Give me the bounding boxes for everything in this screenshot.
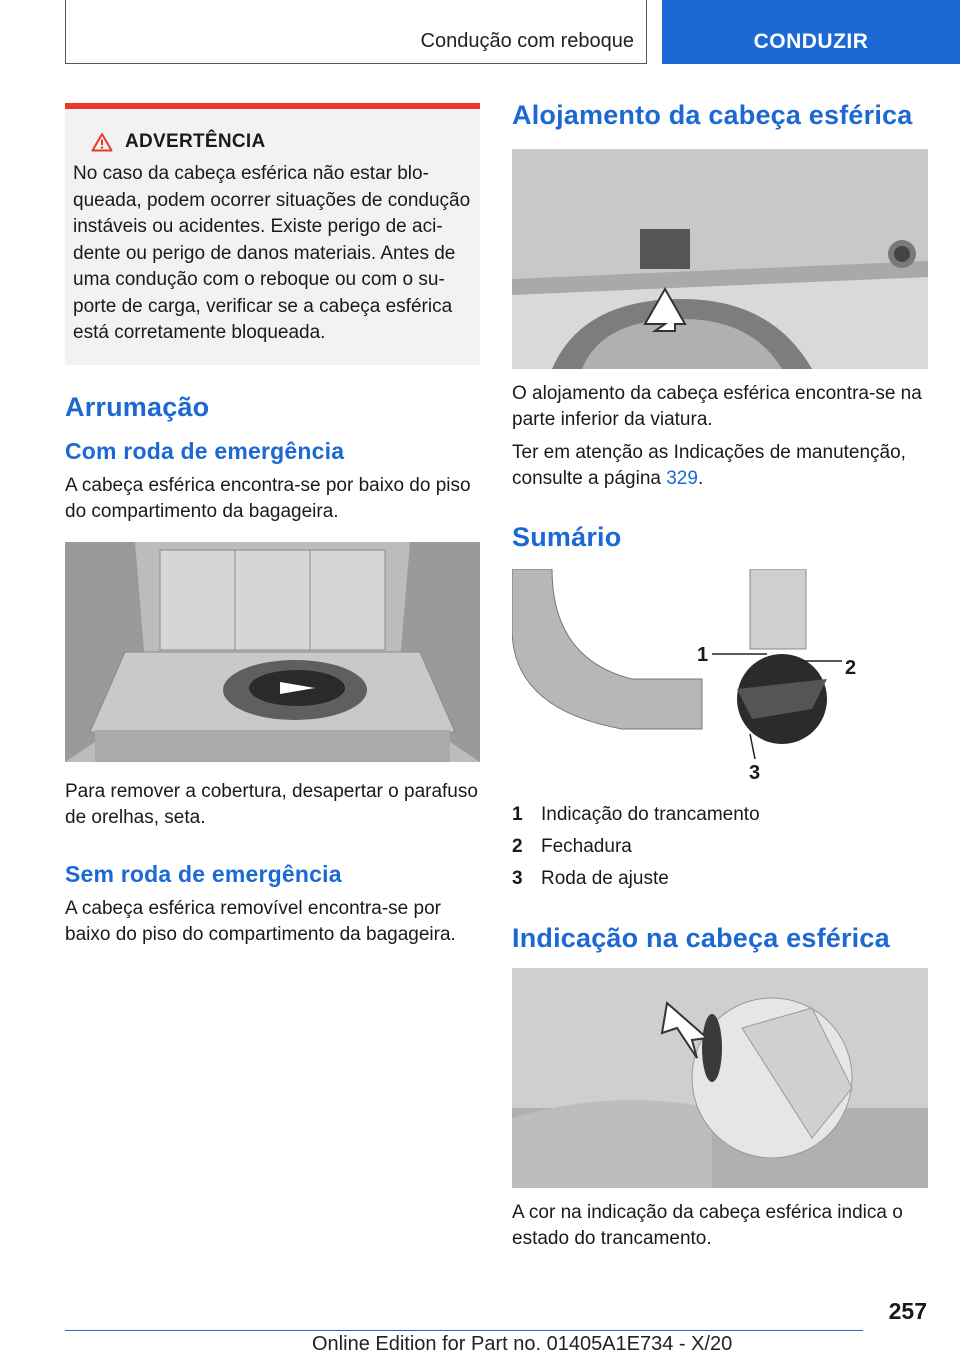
text-without-spare-wheel: A cabeça esférica removível encontra-se por baixo do piso do compartimento da bagageira. [65,897,456,945]
heading-overview: Sumário [512,522,622,552]
text-maintenance-notes [512,440,928,492]
page-number: 257 [888,1298,927,1324]
ball-head-overview-image [512,569,928,789]
legend-number: 3 [512,868,523,889]
header-chapter-tab[interactable]: CONDUZIR [662,0,960,64]
page-link-329[interactable]: 329 [666,468,698,489]
text-maintenance-prefix: Ter em atenção as Indicações de manutenção, consulte a página [512,442,906,489]
warning-header [91,131,472,153]
warning-triangle-icon [91,132,113,152]
footer-divider [65,1330,863,1331]
heading-ball-head-indicator: Indicação na cabeça esférica [512,923,890,953]
overview-legend [512,799,928,895]
legend-item [512,831,928,863]
text-maintenance-suffix: . [697,468,704,489]
trunk-floor-image [65,542,480,762]
legend-item [512,863,928,895]
legend-number: 1 [512,804,523,825]
text-remove-cover: Para remover a cobertura, desapertar o parafuso de orelhas, seta. [65,780,478,828]
left-column [65,103,480,948]
ball-head-housing-image [512,149,928,369]
legend-text: Roda de ajuste [541,868,669,889]
text-with-spare-wheel: A cabeça esférica encontra-se por baixo do piso do compartimento da bagageira. [65,474,471,522]
callout-1: 1 [697,644,709,666]
edition-footer: Online Edition for Part no. 01405A1E734 - X/20 [312,1333,733,1355]
heading-ball-head-housing: Alojamento da cabeça esférica [512,100,913,130]
warning-title: ADVERTÊNCIA [125,131,266,152]
ball-head-indicator-image [512,968,928,1188]
heading-with-spare-wheel: Com roda de emergência [65,437,345,464]
legend-text: Indicação do trancamento [541,804,760,825]
text-indicator-meaning: A cor na indicação da cabeça esférica indica o estado do trancamento. [512,1202,903,1249]
right-column [512,100,928,1252]
heading-without-spare-wheel: Sem roda de emergência [65,860,342,887]
legend-item [512,799,928,831]
legend-number: 2 [512,836,523,857]
text-housing-location: O alojamento da cabeça esférica encontra-se na parte inferior da viatura. [512,383,922,430]
warning-box [65,103,480,365]
warning-text: No caso da cabeça esférica não estar blo-queada, podem ocorrer situações de condução instáveis ou acidentes. Existe perigo de aci-dente ou perigo de danos materiais. Antes de uma condução com o reboque ou com o su-porte de carga, verificar se a cabeça esférica está corretamente bloqueada. [73,163,471,343]
heading-storage: Arrumação [65,391,210,422]
header-section-title: Condução com reboque [420,30,634,52]
legend-text: Fechadura [541,836,632,857]
callout-2: 2 [845,657,857,679]
callout-3: 3 [749,762,761,784]
header-section-box [65,0,647,64]
